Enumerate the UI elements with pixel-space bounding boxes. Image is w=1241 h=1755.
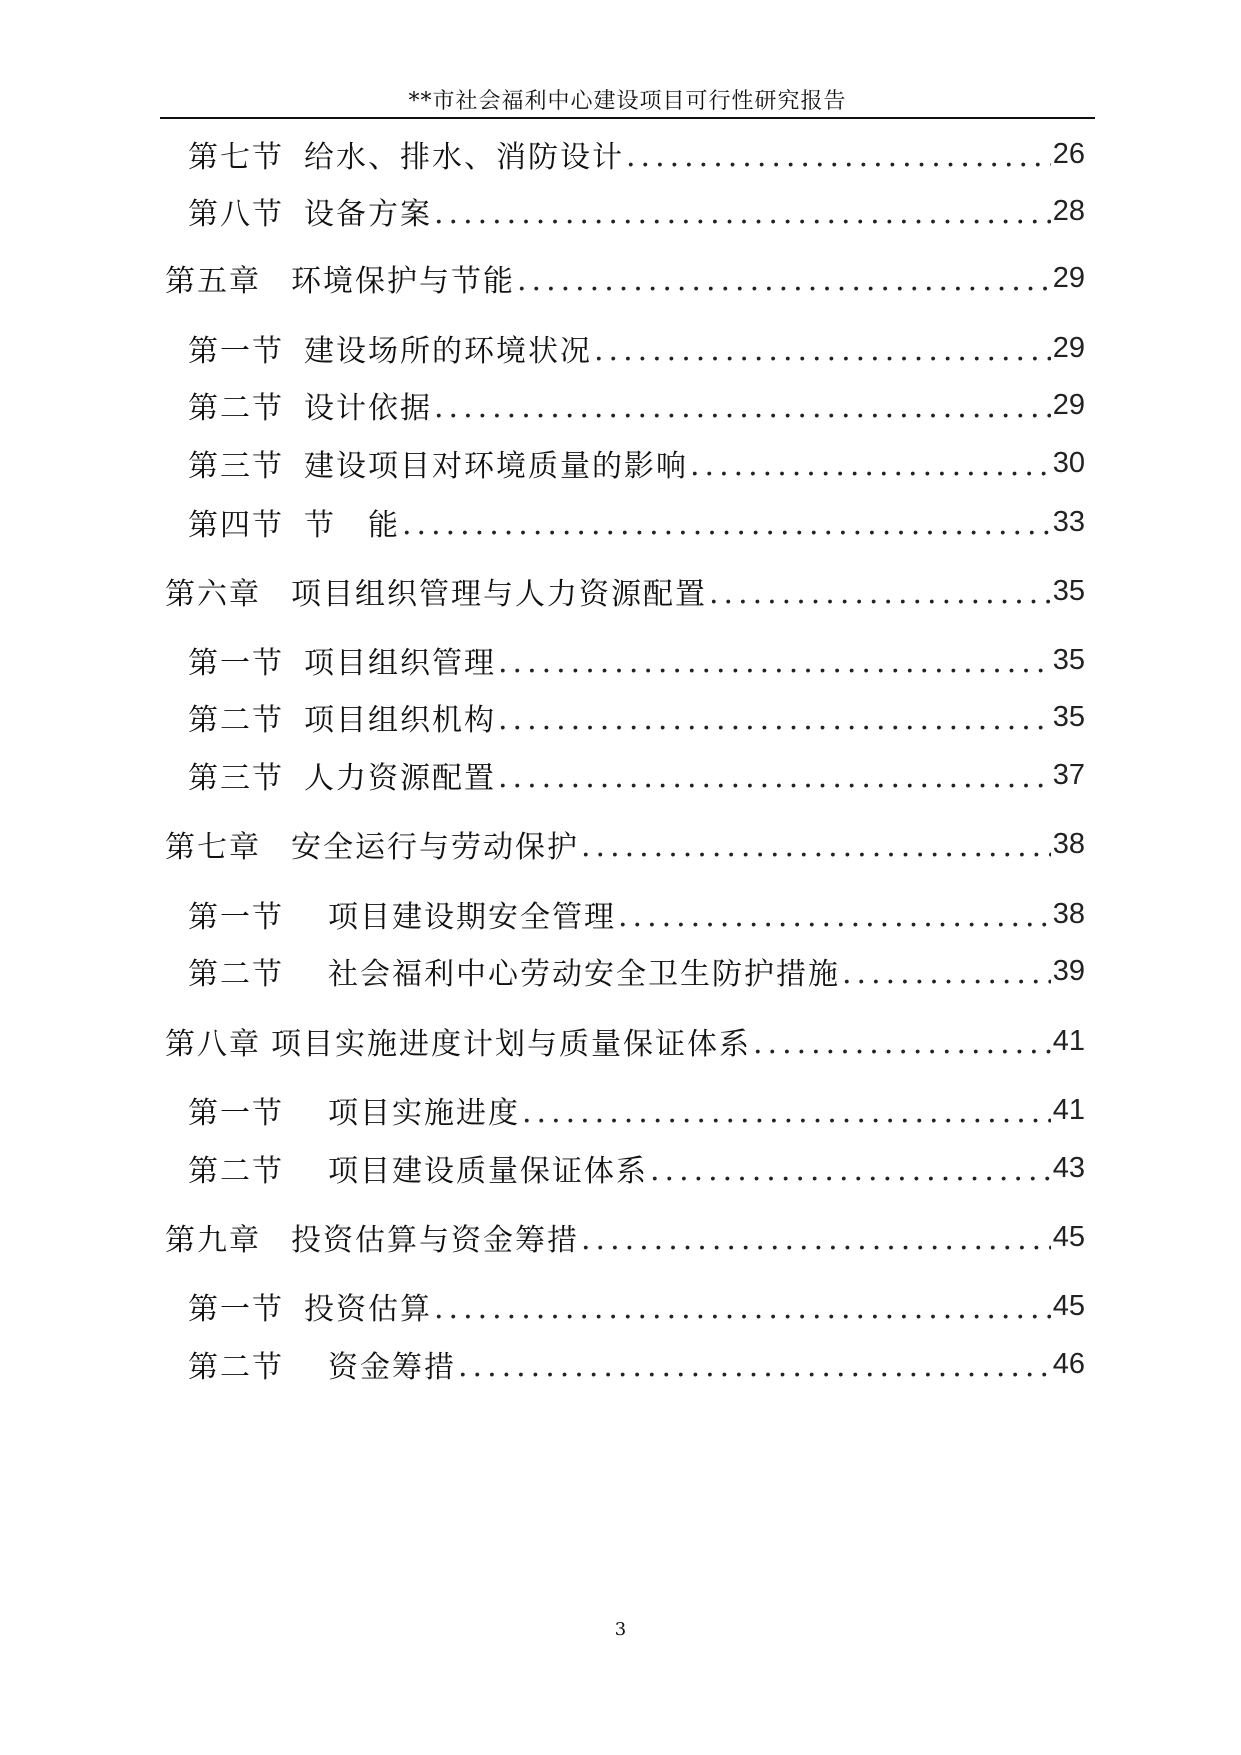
toc-entry-number: 第一节 [188,1292,284,1327]
toc-entry-number: 第一节 [188,646,284,681]
dot-leader [402,507,1051,542]
toc-entry-page: 37 [1052,758,1085,791]
toc-entry-page: 26 [1052,137,1085,170]
toc-entry-number: 第七章 [165,830,261,865]
dot-leader [458,1349,1051,1384]
toc-section-entry[interactable] [188,1284,1085,1328]
toc-entry-page: 45 [1052,1220,1085,1253]
toc-section-entry[interactable] [188,500,1085,544]
dot-leader [753,1026,1051,1061]
toc-section-entry[interactable] [188,1088,1085,1132]
toc-entry-page: 41 [1052,1093,1085,1126]
toc-chapter-entry[interactable] [165,569,1085,613]
toc-entry-title: 设计依据 [304,391,432,426]
toc-entry-page: 45 [1052,1289,1085,1322]
toc-entry-title: 节 能 [304,508,400,543]
toc-entry-number: 第一节 [188,900,284,935]
toc-chapter-entry[interactable] [165,1019,1085,1063]
toc-entry-page: 38 [1052,897,1085,930]
toc-chapter-entry[interactable] [165,822,1085,866]
toc-entry-title: 人力资源配置 [304,761,496,796]
toc-entry-number: 第七节 [188,140,284,175]
toc-chapter-entry[interactable] [165,1215,1085,1259]
toc-entry-number: 第九章 [165,1223,261,1258]
toc-chapter-entry[interactable] [165,256,1085,300]
page-number: 3 [614,1619,627,1640]
toc-entry-number: 第八章 [165,1027,261,1062]
toc-entry-title: 建设项目对环境质量的影响 [304,449,688,484]
toc-entry-title: 设备方案 [304,197,432,232]
toc-entry-title: 建设场所的环境状况 [304,334,592,369]
toc-entry-page: 39 [1052,954,1085,987]
toc-entry-title: 安全运行与劳动保护 [291,830,579,865]
dot-leader [522,1095,1051,1130]
toc-entry-page: 33 [1052,505,1085,538]
toc-entry-title: 项目实施进度 [328,1096,520,1131]
toc-section-entry[interactable] [188,326,1085,370]
toc-entry-page: 28 [1052,194,1085,227]
dot-leader [626,139,1051,174]
toc-entry-number: 第二节 [188,703,284,738]
toc-entry-title: 项目组织管理与人力资源配置 [291,577,707,612]
toc-entry-page: 38 [1052,827,1085,860]
toc-entry-title: 给水、排水、消防设计 [304,140,624,175]
dot-leader [498,702,1051,737]
toc-section-entry[interactable] [188,189,1085,233]
toc-entry-number: 第二节 [188,957,284,992]
toc-entry-page: 43 [1052,1151,1085,1184]
toc-entry-page: 46 [1052,1347,1085,1380]
toc-section-entry[interactable] [188,132,1085,176]
toc-entry-page: 29 [1052,331,1085,364]
toc-section-entry[interactable] [188,1146,1085,1190]
toc-entry-number: 第五章 [165,264,261,299]
dot-leader [650,1153,1051,1188]
dot-leader [842,956,1051,991]
dot-leader [434,1291,1051,1326]
toc-entry-title: 项目建设期安全管理 [328,900,616,935]
toc-entry-page: 35 [1052,574,1085,607]
toc-entry-title: 资金筹措 [328,1350,456,1385]
dot-leader [581,1222,1051,1257]
dot-leader [690,448,1051,483]
toc-entry-page: 35 [1052,643,1085,676]
toc-entry-title: 投资估算 [304,1292,432,1327]
dot-leader [434,390,1051,425]
toc-entry-title: 项目组织机构 [304,703,496,738]
dot-leader [434,196,1051,231]
toc-entry-title: 项目组织管理 [304,646,496,681]
toc-entry-title: 项目实施进度计划与质量保证体系 [271,1027,751,1062]
toc-entry-page: 29 [1052,388,1085,421]
toc-entry-title: 项目建设质量保证体系 [328,1154,648,1189]
toc-entry-page: 30 [1052,446,1085,479]
toc-section-entry[interactable] [188,753,1085,797]
toc-section-entry[interactable] [188,1342,1085,1386]
dot-leader [498,645,1051,680]
toc-entry-number: 第一节 [188,1096,284,1131]
toc-entry-number: 第六章 [165,577,261,612]
dot-leader [498,760,1051,795]
dot-leader [618,899,1051,934]
toc-entry-number: 第一节 [188,334,284,369]
dot-leader [517,263,1051,298]
toc-entry-title: 投资估算与资金筹措 [291,1223,579,1258]
toc-entry-title: 社会福利中心劳动安全卫生防护措施 [328,957,840,992]
toc-entry-page: 29 [1052,261,1085,294]
toc-section-entry[interactable] [188,441,1085,485]
toc-entry-number: 第四节 [188,508,284,543]
toc-entry-number: 第二节 [188,1350,284,1385]
toc-entry-title: 环境保护与节能 [291,264,515,299]
toc-entry-number: 第二节 [188,391,284,426]
toc-entry-number: 第三节 [188,449,284,484]
toc-entry-page: 35 [1052,700,1085,733]
dot-leader [709,576,1051,611]
dot-leader [594,333,1051,368]
toc-entry-number: 第八节 [188,197,284,232]
running-header: **市社会福利中心建设项目可行性研究报告 [408,89,847,114]
toc-section-entry[interactable] [188,892,1085,936]
toc-entry-number: 第二节 [188,1154,284,1189]
toc-section-entry[interactable] [188,949,1085,993]
toc-entry-number: 第三节 [188,761,284,796]
toc-section-entry[interactable] [188,638,1085,682]
toc-entry-page: 41 [1052,1024,1085,1057]
toc-section-entry[interactable] [188,383,1085,427]
toc-section-entry[interactable] [188,695,1085,739]
dot-leader [581,829,1051,864]
